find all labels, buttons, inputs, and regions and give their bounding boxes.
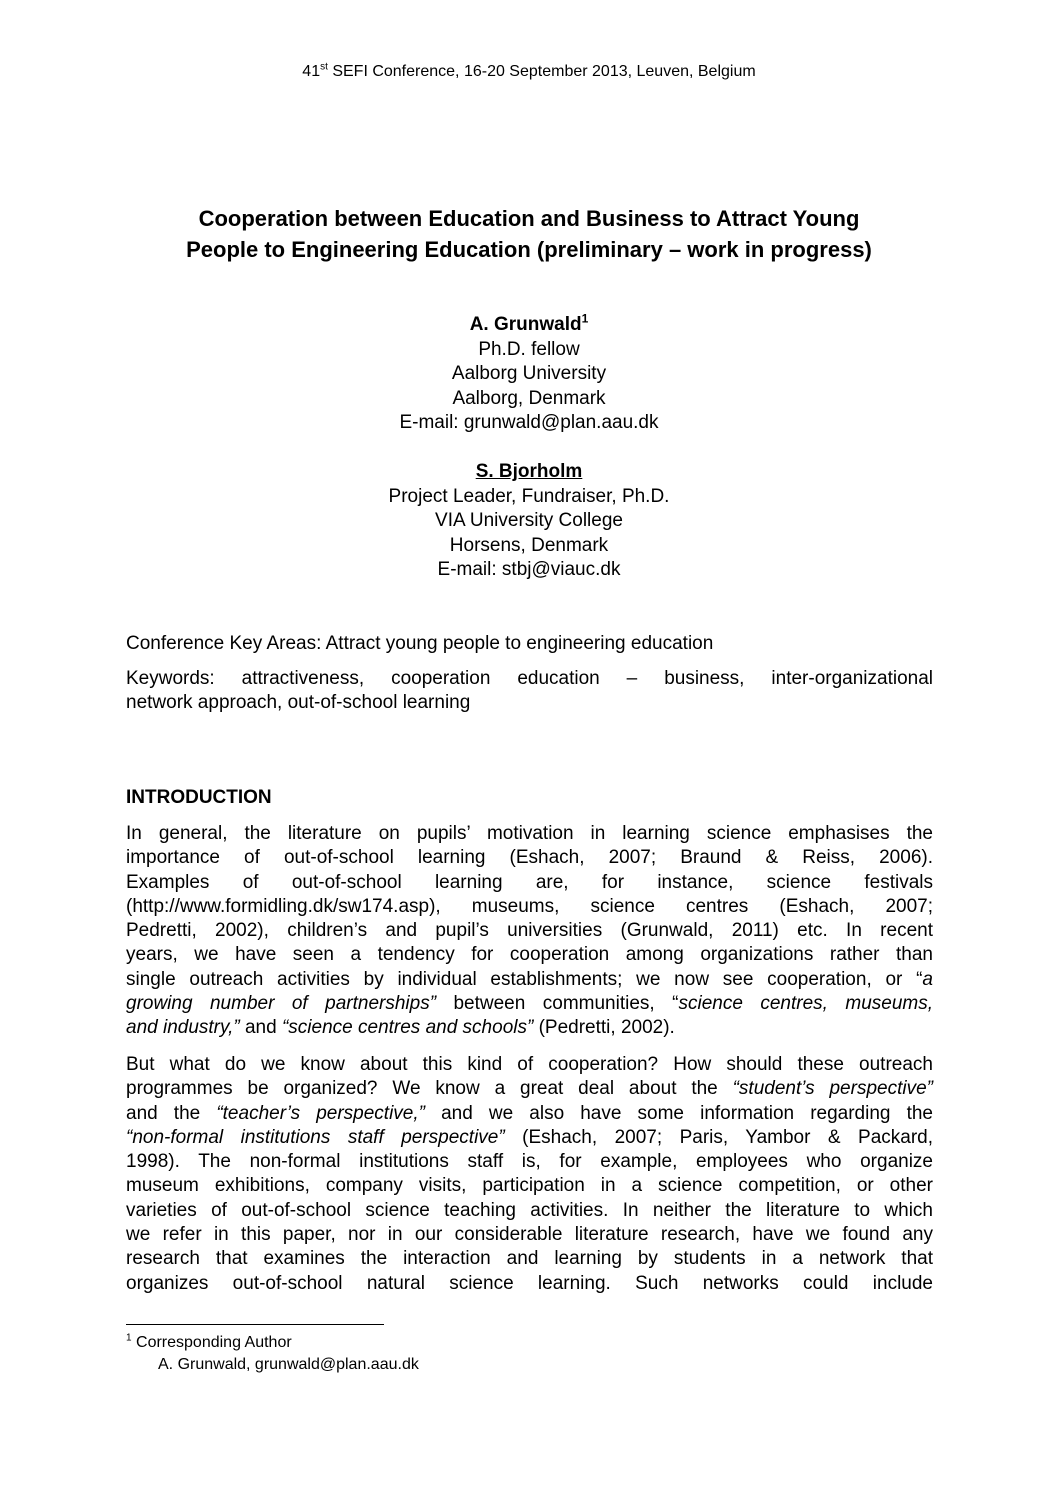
conference-key-areas: Conference Key Areas: Attract young people to engineering education bbox=[126, 633, 714, 654]
author-location: Aalborg, Denmark bbox=[452, 387, 606, 409]
italic-quote: growing number of partnerships” bbox=[126, 993, 437, 1015]
running-header bbox=[0, 63, 1058, 81]
text-line bbox=[126, 1102, 933, 1126]
text-line: varieties of out-of-school science teaching activities. In neither the literature to which bbox=[126, 1199, 933, 1221]
author-location: Horsens, Denmark bbox=[449, 534, 609, 556]
text-line bbox=[126, 968, 933, 992]
footnote-line-2: A. Grunwald, grunwald@plan.aau.dk bbox=[158, 1356, 419, 1373]
author-block-1 bbox=[300, 313, 758, 436]
footnote-mark: 1 bbox=[581, 311, 589, 326]
footnote-line-1 bbox=[126, 1332, 419, 1354]
paragraph-2 bbox=[126, 1053, 933, 1296]
footnote-divider bbox=[126, 1324, 384, 1325]
keywords-line-1: Keywords: attractiveness, cooperation education – business, inter-organizational bbox=[126, 668, 933, 689]
paper-title bbox=[100, 203, 958, 265]
author-position: Ph.D. fellow bbox=[478, 338, 580, 360]
text-line bbox=[126, 1016, 933, 1040]
text-line: we refer in this paper, nor in our considerable literature research, have we found any bbox=[126, 1224, 933, 1246]
text-line bbox=[126, 1126, 933, 1150]
paragraph-1 bbox=[126, 822, 933, 1041]
author-name-text: A. Grunwald bbox=[469, 314, 582, 335]
text-line: Pedretti, 2002), children’s and pupil’s universities (Grunwald, 2011) etc. In recent bbox=[126, 920, 933, 942]
ordinal-suffix: st bbox=[320, 61, 328, 73]
text-line bbox=[126, 1077, 933, 1101]
text-run: (Eshach, 2007; Paris, Yambor & Packard, bbox=[504, 1126, 933, 1148]
text-line: museum exhibitions, company visits, participation in a science competition, or other bbox=[126, 1175, 933, 1197]
author-name bbox=[300, 313, 758, 338]
author-email: E-mail: grunwald@plan.aau.dk bbox=[399, 412, 659, 434]
conference-number: 41 bbox=[302, 63, 321, 80]
text-line: But what do we know about this kind of cooperation? How should these outreach bbox=[126, 1054, 933, 1075]
italic-quote: “student’s perspective” bbox=[732, 1078, 933, 1100]
text-line: research that examines the interaction and learning by students in a network that bbox=[126, 1248, 933, 1270]
italic-quote: science centres, museums, bbox=[678, 993, 934, 1015]
text-run: single outreach activities by individual establishments; we now see cooperation, or “ bbox=[126, 968, 923, 990]
footnote bbox=[126, 1332, 419, 1376]
footnote-mark: 1 bbox=[126, 1332, 132, 1344]
author-name: S. Bjorholm bbox=[475, 461, 583, 482]
text-run: (Pedretti, 2002). bbox=[533, 1017, 675, 1039]
text-run: and we also have some information regarding the bbox=[424, 1102, 933, 1124]
author-block-2 bbox=[300, 460, 758, 583]
author-affiliation: Aalborg University bbox=[451, 363, 607, 385]
text-line: years, we have seen a tendency for cooperation among organizations rather than bbox=[126, 944, 933, 966]
keywords bbox=[126, 667, 933, 715]
text-run: and the bbox=[126, 1102, 217, 1124]
italic-quote: a bbox=[922, 968, 933, 990]
author-email: E-mail: stbj@viauc.dk bbox=[437, 559, 621, 581]
keywords-line-2: network approach, out-of-school learning bbox=[126, 692, 471, 713]
text-run: and bbox=[239, 1017, 282, 1039]
text-line: 1998). The non-formal institutions staff is, for example, employees who organize bbox=[126, 1151, 933, 1173]
title-line-1: Cooperation between Education and Business to Attract Young bbox=[198, 206, 860, 231]
italic-quote: “teacher’s perspective,” bbox=[216, 1102, 425, 1124]
italic-quote: and industry,” bbox=[126, 1017, 240, 1039]
italic-quote: “science centres and schools” bbox=[281, 1017, 534, 1039]
text-line: importance of out-of-school learning (Eshach, 2007; Braund & Reiss, 2006). bbox=[126, 847, 933, 869]
conference-info: SEFI Conference, 16-20 September 2013, Leuven, Belgium bbox=[327, 63, 756, 80]
text-line: (http://www.formidling.dk/sw174.asp), museums, science centres (Eshach, 2007; bbox=[126, 895, 933, 917]
italic-quote: “non-formal institutions staff perspective” bbox=[126, 1126, 505, 1148]
text-line: Examples of out-of-school learning are, for instance, science festivals bbox=[126, 871, 933, 893]
text-line: organizes out-of-school natural science learning. Such networks could include bbox=[126, 1272, 933, 1294]
title-line-2: People to Engineering Education (preliminary – work in progress) bbox=[186, 237, 872, 262]
section-heading: INTRODUCTION bbox=[126, 787, 272, 808]
text-run: programmes be organized? We know a great deal about the bbox=[126, 1078, 733, 1100]
text-line: In general, the literature on pupils’ motivation in learning science emphasises the bbox=[126, 823, 933, 844]
author-affiliation: VIA University College bbox=[435, 510, 623, 532]
footnote-text: Corresponding Author bbox=[131, 1334, 292, 1351]
text-run: between communities, “ bbox=[436, 993, 679, 1015]
author-position: Project Leader, Fundraiser, Ph.D. bbox=[388, 485, 670, 507]
text-line bbox=[126, 992, 933, 1016]
